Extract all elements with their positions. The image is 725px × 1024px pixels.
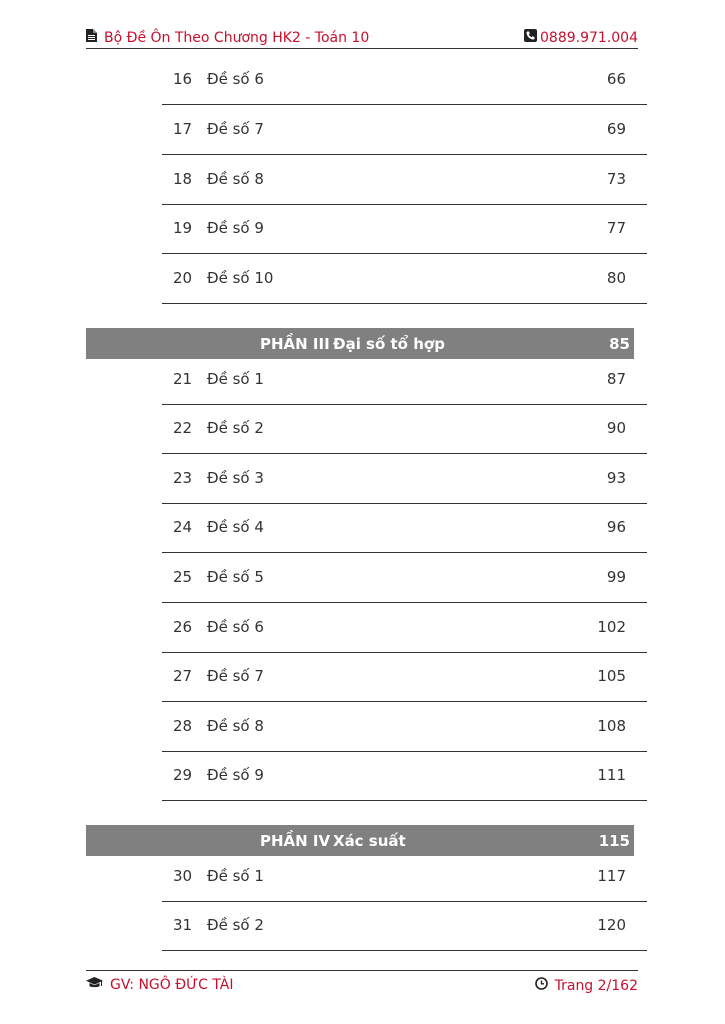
toc-number: 31	[173, 916, 193, 934]
toc-label: Đề số 2	[207, 916, 264, 934]
toc-page: 93	[606, 469, 626, 487]
toc-number: 23	[173, 469, 193, 487]
toc-label: Đề số 7	[207, 667, 264, 685]
toc-label: Đề số 1	[207, 370, 264, 388]
toc-page: 102	[597, 618, 626, 636]
toc-number: 20	[173, 269, 193, 287]
clock-icon	[535, 977, 548, 994]
toc-number: 22	[173, 419, 193, 437]
toc-page: 90	[606, 419, 626, 437]
toc-label: Đề số 9	[207, 766, 264, 784]
part-page: 85	[609, 335, 630, 353]
document-icon	[86, 29, 97, 46]
toc-label: Đề số 6	[207, 70, 264, 88]
toc-page: 73	[606, 170, 626, 188]
toc-number: 21	[173, 370, 193, 388]
toc-row[interactable]	[162, 603, 647, 653]
toc-label: Đề số 8	[207, 170, 264, 188]
part-page: 115	[598, 832, 630, 850]
toc-label: Đề số 1	[207, 867, 264, 885]
document-title-text: Bộ Đề Ôn Theo Chương HK2 - Toán 10	[104, 29, 370, 46]
toc-page: 96	[606, 518, 626, 536]
page-indicator	[535, 977, 638, 994]
toc-page: 87	[606, 370, 626, 388]
part-name: PHẦN IV	[260, 832, 331, 850]
part-title: Xác suất	[333, 832, 406, 850]
page-number: Trang 2/162	[554, 977, 638, 994]
toc-row[interactable]	[162, 55, 647, 105]
toc-page: 117	[597, 867, 626, 885]
toc-number: 18	[173, 170, 193, 188]
toc-page: 77	[606, 219, 626, 237]
toc-page: 111	[597, 766, 626, 784]
toc-row[interactable]	[162, 901, 647, 951]
toc-label: Đề số 5	[207, 568, 264, 586]
toc-label: Đề số 4	[207, 518, 264, 536]
toc-row[interactable]	[162, 355, 647, 405]
toc-row[interactable]	[162, 204, 647, 254]
toc-number: 30	[173, 867, 193, 885]
toc-label: Đề số 7	[207, 120, 264, 138]
toc-row[interactable]	[162, 155, 647, 205]
phone-contact	[524, 29, 638, 46]
phone-number: 0889.971.004	[540, 29, 638, 46]
toc-row[interactable]	[162, 503, 647, 553]
toc-page: 120	[597, 916, 626, 934]
toc-label: Đề số 3	[207, 469, 264, 487]
teacher-name: GV: NGÔ ĐỨC TÀI	[110, 977, 234, 993]
toc-number: 25	[173, 568, 193, 586]
toc-page: 69	[606, 120, 626, 138]
toc-number: 26	[173, 618, 193, 636]
toc-row[interactable]	[162, 852, 647, 902]
toc-row[interactable]	[162, 751, 647, 801]
toc-label: Đề số 6	[207, 618, 264, 636]
toc-label: Đề số 8	[207, 717, 264, 735]
page-header	[86, 29, 638, 49]
toc-number: 29	[173, 766, 193, 784]
toc-row[interactable]	[162, 454, 647, 504]
toc-page: 105	[597, 667, 626, 685]
toc-page: 108	[597, 717, 626, 735]
toc-row[interactable]	[162, 702, 647, 752]
toc-number: 19	[173, 219, 193, 237]
graduation-cap-icon	[86, 977, 103, 993]
toc-row[interactable]	[162, 105, 647, 155]
page-footer	[86, 970, 638, 1000]
toc-number: 28	[173, 717, 193, 735]
toc-label: Đề số 10	[207, 269, 274, 287]
toc-number: 16	[173, 70, 193, 88]
toc-number: 24	[173, 518, 193, 536]
toc-row[interactable]	[162, 404, 647, 454]
part-name: PHẦN III	[260, 335, 330, 353]
document-title	[86, 29, 369, 46]
toc-row[interactable]	[162, 652, 647, 702]
part-title: Đại số tổ hợp	[333, 335, 445, 353]
toc-number: 27	[173, 667, 193, 685]
toc-label: Đề số 2	[207, 419, 264, 437]
teacher-credit	[86, 977, 234, 993]
toc-label: Đề số 9	[207, 219, 264, 237]
toc-page: 66	[606, 70, 626, 88]
toc-number: 17	[173, 120, 193, 138]
toc-page: 99	[606, 568, 626, 586]
toc-row[interactable]	[162, 254, 647, 304]
toc-row[interactable]	[162, 553, 647, 603]
toc-page: 80	[606, 269, 626, 287]
phone-icon	[524, 29, 537, 46]
